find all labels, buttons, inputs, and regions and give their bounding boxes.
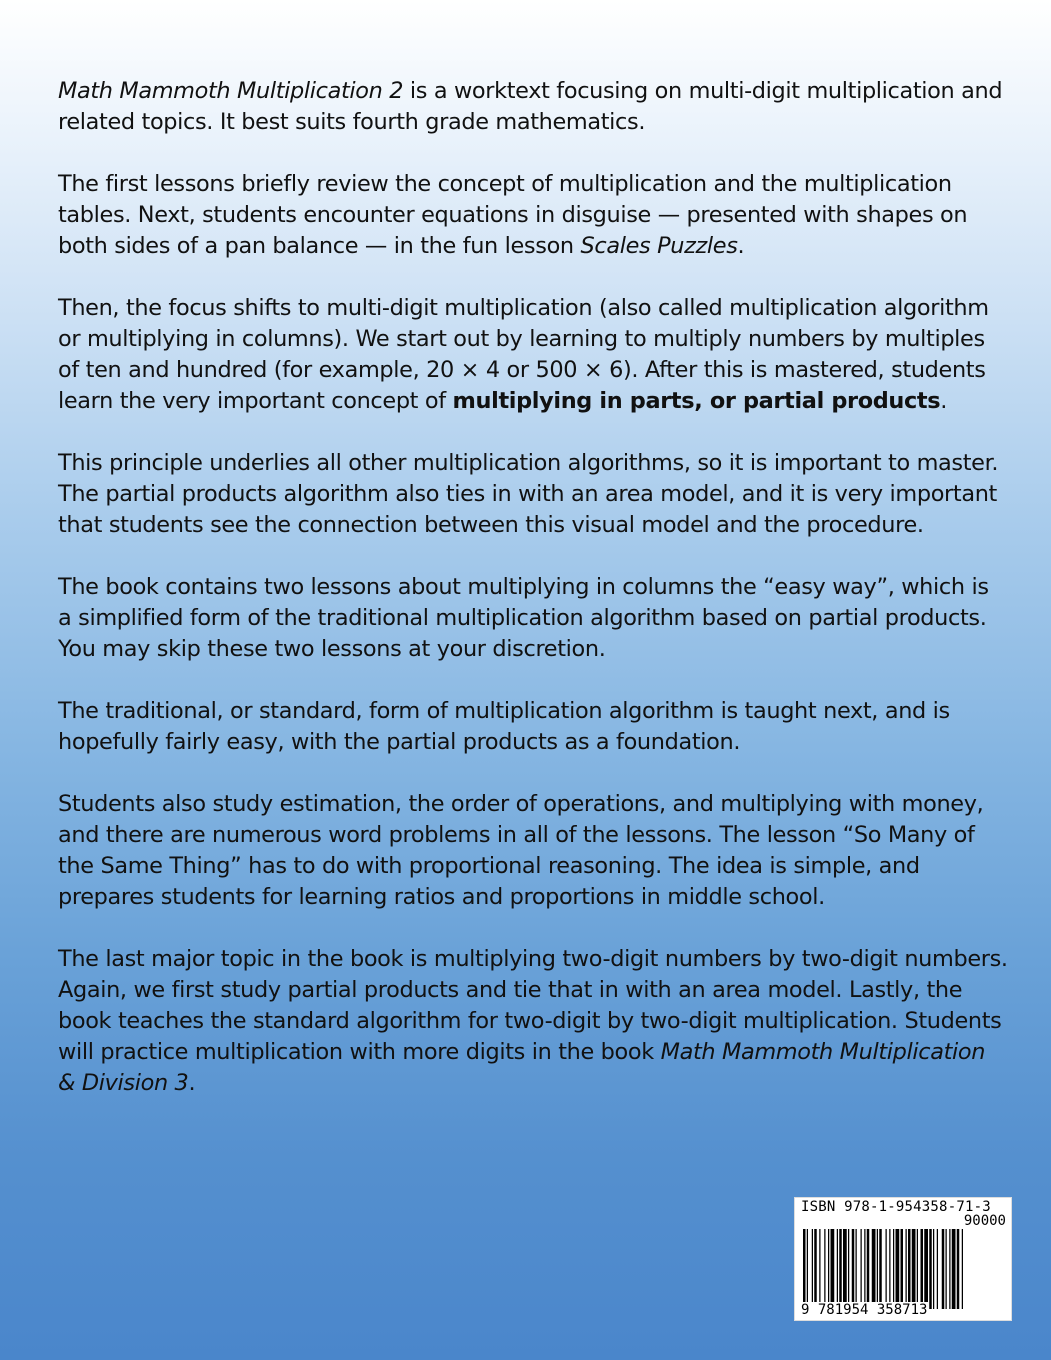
barcode-bar — [856, 1229, 857, 1309]
barcode-bar — [906, 1229, 907, 1309]
paragraph-text: . — [188, 1070, 196, 1096]
barcode-bar — [908, 1229, 911, 1309]
barcode-bar — [867, 1229, 870, 1309]
barcode-bar — [872, 1229, 876, 1309]
barcode-bar — [812, 1229, 813, 1309]
barcode-bar — [886, 1229, 887, 1309]
barcode-bar — [933, 1229, 934, 1309]
barcode-bar — [921, 1229, 924, 1309]
paragraph-text: The traditional, or standard, form of multiplication algorithm is taught next, and is hopefully fairly easy, with the partial products as a foundation. — [58, 698, 950, 755]
paragraph-text: The book contains two lessons about multiplying in columns the “easy way”, which is a simplified form of the traditional multiplication algorithm based on partial products. You may skip these two lessons at your discretion. — [58, 574, 989, 662]
paragraph — [58, 944, 1008, 1099]
paragraph-text: . — [737, 233, 745, 259]
barcode-bar — [937, 1229, 938, 1309]
barcode-bar — [861, 1229, 862, 1309]
paragraph-text: Math Mammoth Multiplication 2 — [58, 78, 404, 104]
barcode-bar — [942, 1229, 945, 1309]
paragraph — [58, 696, 1008, 758]
barcode-bar — [896, 1229, 900, 1309]
barcode-bar — [803, 1229, 806, 1309]
barcode-bar — [831, 1229, 835, 1309]
barcode-bar — [912, 1229, 916, 1309]
barcode-bar — [917, 1229, 918, 1309]
barcode-bar — [946, 1229, 947, 1309]
paragraph-text: Students also study estimation, the order of operations, and multiplying with money, and there are numerous word problems in all of the lessons. The lesson “So Many of the Same Thing” has to do with proportional reasoning. The idea is simple, and prepares students for learning ratios and proportions in middle school. — [58, 791, 984, 910]
paragraph — [58, 76, 1008, 138]
isbn-label: ISBN 978-1-954358-71-3 — [801, 1199, 991, 1215]
barcode-bar — [807, 1229, 808, 1309]
barcode-bar — [877, 1229, 878, 1309]
paragraph — [58, 448, 1008, 541]
barcode-bar — [852, 1229, 855, 1309]
barcode-bar — [889, 1229, 890, 1309]
barcode-bar — [837, 1229, 838, 1309]
paragraph-text: multiplying in parts, or partial products — [452, 388, 941, 414]
isbn-barcode — [794, 1197, 1012, 1321]
paragraph-text: The first lessons briefly review the concept of multiplication and the multiplication tables. Next, students encounter equations in disguise — presented with shapes on both sides of a pan balance — in the fun lesson — [58, 171, 968, 259]
barcode-bar — [864, 1229, 865, 1309]
paragraph-text: The last major topic in the book is multiplying two-digit numbers by two-digit numbers. Again, we first study partial products and tie that in with an area model. Lastly, the book teaches the standard algorithm for two-digit by two-digit multiplication. Students will practice multiplication with more digits in the book — [58, 946, 1008, 1065]
barcode-bars — [801, 1229, 1007, 1309]
barcode-bar — [839, 1229, 842, 1309]
description-text — [58, 76, 1008, 1130]
barcode-bar — [957, 1229, 960, 1309]
barcode-bar — [952, 1229, 956, 1309]
barcode-bar — [843, 1229, 847, 1309]
barcode-bar — [949, 1229, 950, 1309]
barcode-bar — [814, 1229, 817, 1309]
paragraph-text: is a worktext focusing on multi-digit multiplication and related topics. It best suits fourth grade mathematics. — [58, 78, 1003, 135]
paragraph-text: This principle underlies all other multiplication algorithms, so it is important to master. The partial products algorithm also ties in with an area model, and it is very important that students see the connection between this visual model and the procedure. — [58, 450, 999, 538]
paragraph-text: Then, the focus shifts to multi-digit multiplication (also called multiplication algorithm or multiplying in columns). We start out by learning to multiply numbers by multiples of ten and hundred (for example, 20 × 4 or 500 × 6). After this is mastered, students learn the very important concept of — [58, 295, 989, 414]
barcode-bar — [924, 1229, 928, 1309]
barcode-bar — [893, 1229, 894, 1309]
paragraph-text: Scales Puzzles — [580, 233, 738, 259]
barcode-bar — [962, 1229, 963, 1309]
ean-digits: 9 781954 358713 — [801, 1302, 928, 1318]
paragraph — [58, 789, 1008, 913]
paragraph — [58, 169, 1008, 262]
price-code: 90000 — [963, 1213, 1006, 1229]
barcode-bar — [901, 1229, 904, 1309]
paragraph-text: . — [940, 388, 948, 414]
barcode-bar — [819, 1229, 820, 1309]
barcode-bar — [828, 1229, 829, 1309]
paragraph — [58, 293, 1008, 417]
barcode-bar — [824, 1229, 825, 1309]
barcode-bar — [879, 1229, 882, 1309]
barcode-bar — [848, 1229, 849, 1309]
paragraph — [58, 572, 1008, 665]
barcode-bar — [929, 1229, 932, 1309]
paragraph-text: Math Mammoth Multiplication & Division 3 — [58, 1039, 986, 1096]
